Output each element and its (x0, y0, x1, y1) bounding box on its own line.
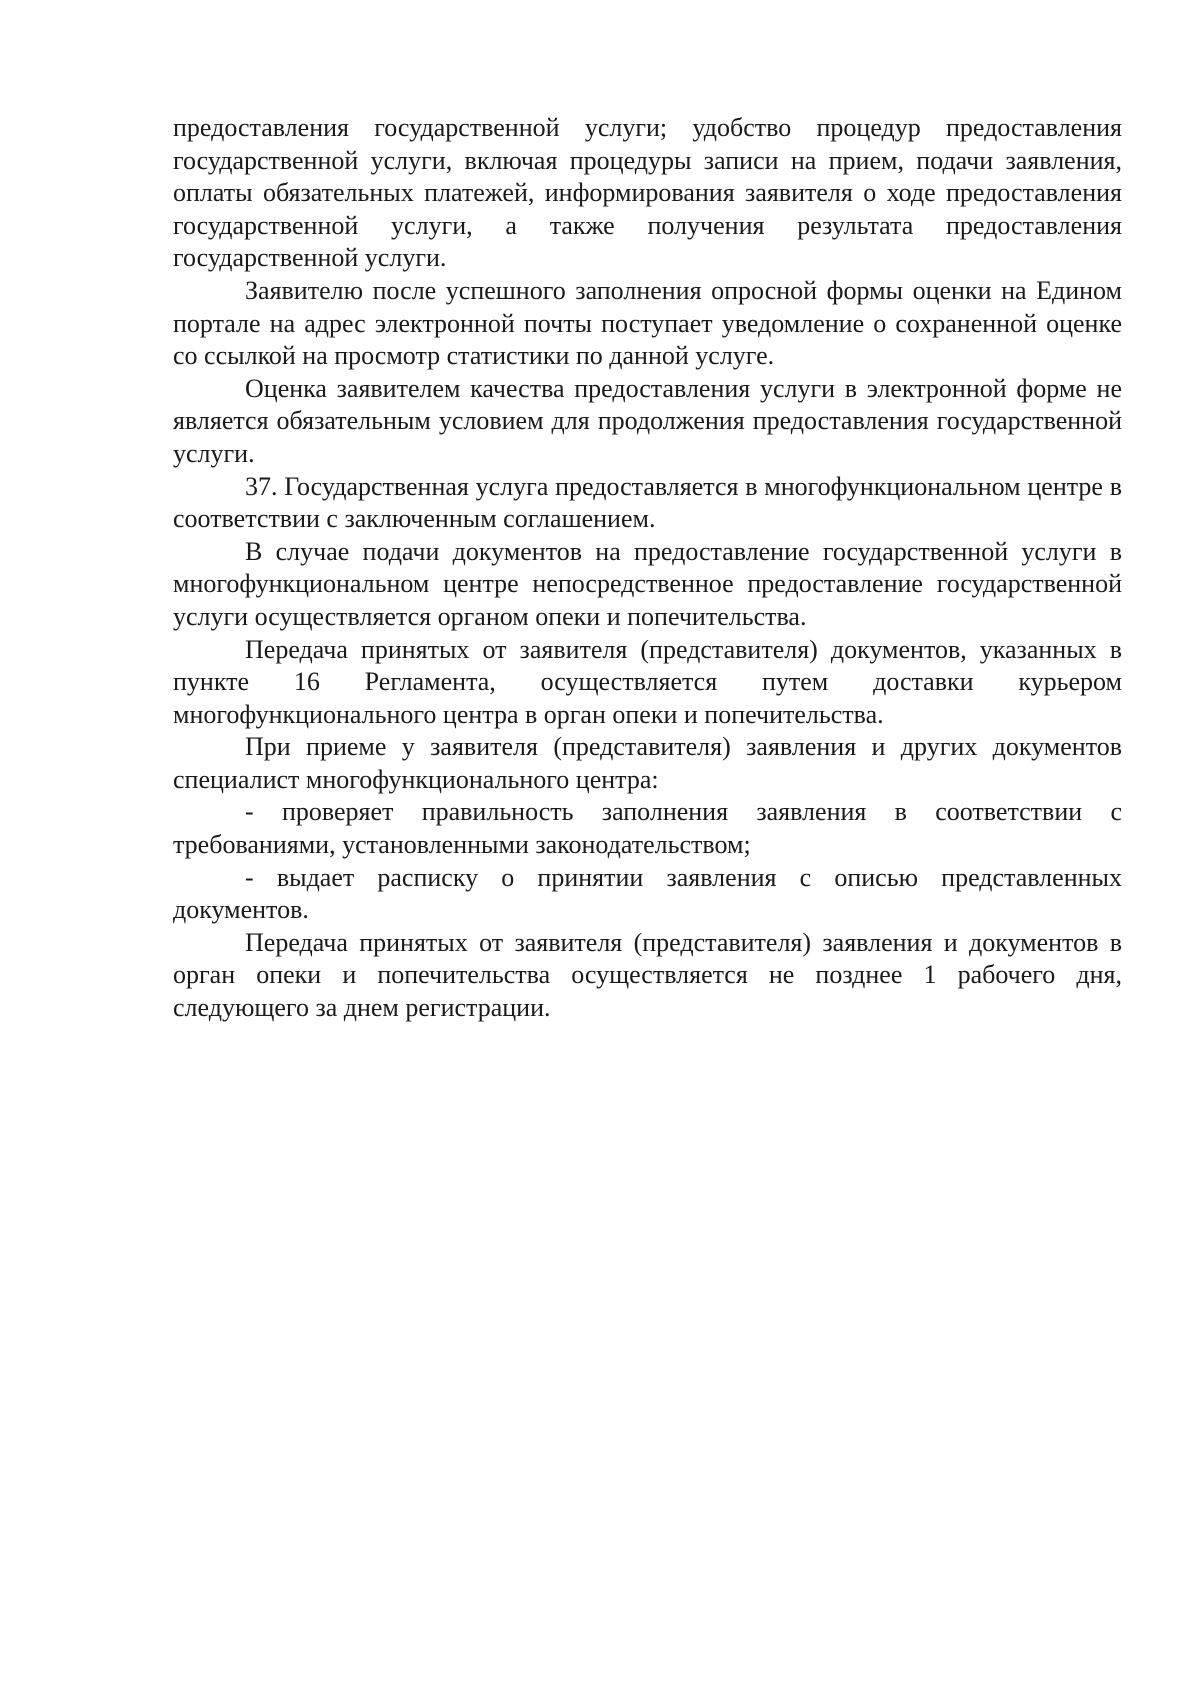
list-item-1: - проверяет правильность заполнения заявления в соответствии с требованиями, установленными законодательством; (173, 797, 1122, 860)
paragraph-1: предоставления государственной услуги; удобство процедур предоставления государственной услуги, включая процедуры записи на прием, подачи заявления, оплаты обязательных платежей, информирования заявителя о ходе предоставления государственной услуги, а также получения результата предоставления государственной услуги. (173, 113, 1122, 273)
document-body (173, 112, 1122, 1025)
paragraph-5: В случае подачи документов на предоставление государственной услуги в многофункциональном центре непосредственное предоставление государственной услуги осуществляется органом опеки и попечительства. (173, 536, 1122, 631)
list-item-2: - выдает расписку о принятии заявления с описью представленных документов. (173, 862, 1122, 925)
paragraph-6: Передача принятых от заявителя (представителя) документов, указанных в пункте 16 Регламента, осуществляется путем доставки курьером многофункционального центра в орган опеки и попечительства. (173, 634, 1122, 729)
paragraph-2: Заявителю после успешного заполнения опросной формы оценки на Едином портале на адрес электронной почты поступает уведомление о сохраненной оценке со ссылкой на просмотр статистики по данной услуге. (173, 275, 1122, 371)
paragraph-7: При приеме у заявителя (представителя) заявления и других документов специалист многофункционального центра: (173, 732, 1122, 794)
paragraph-3: Оценка заявителем качества предоставления услуги в электронной форме не является обязательным условием для продолжения предоставления государственной услуги. (173, 373, 1122, 468)
paragraph-8: Передача принятых от заявителя (представителя) заявления и документов в орган опеки и попечительства осуществляется не позднее 1 рабочего дня, следующего за днем регистрации. (173, 927, 1122, 1023)
paragraph-4: 37. Государственная услуга предоставляется в многофункциональном центре в соответствии с заключенным соглашением. (173, 471, 1122, 534)
